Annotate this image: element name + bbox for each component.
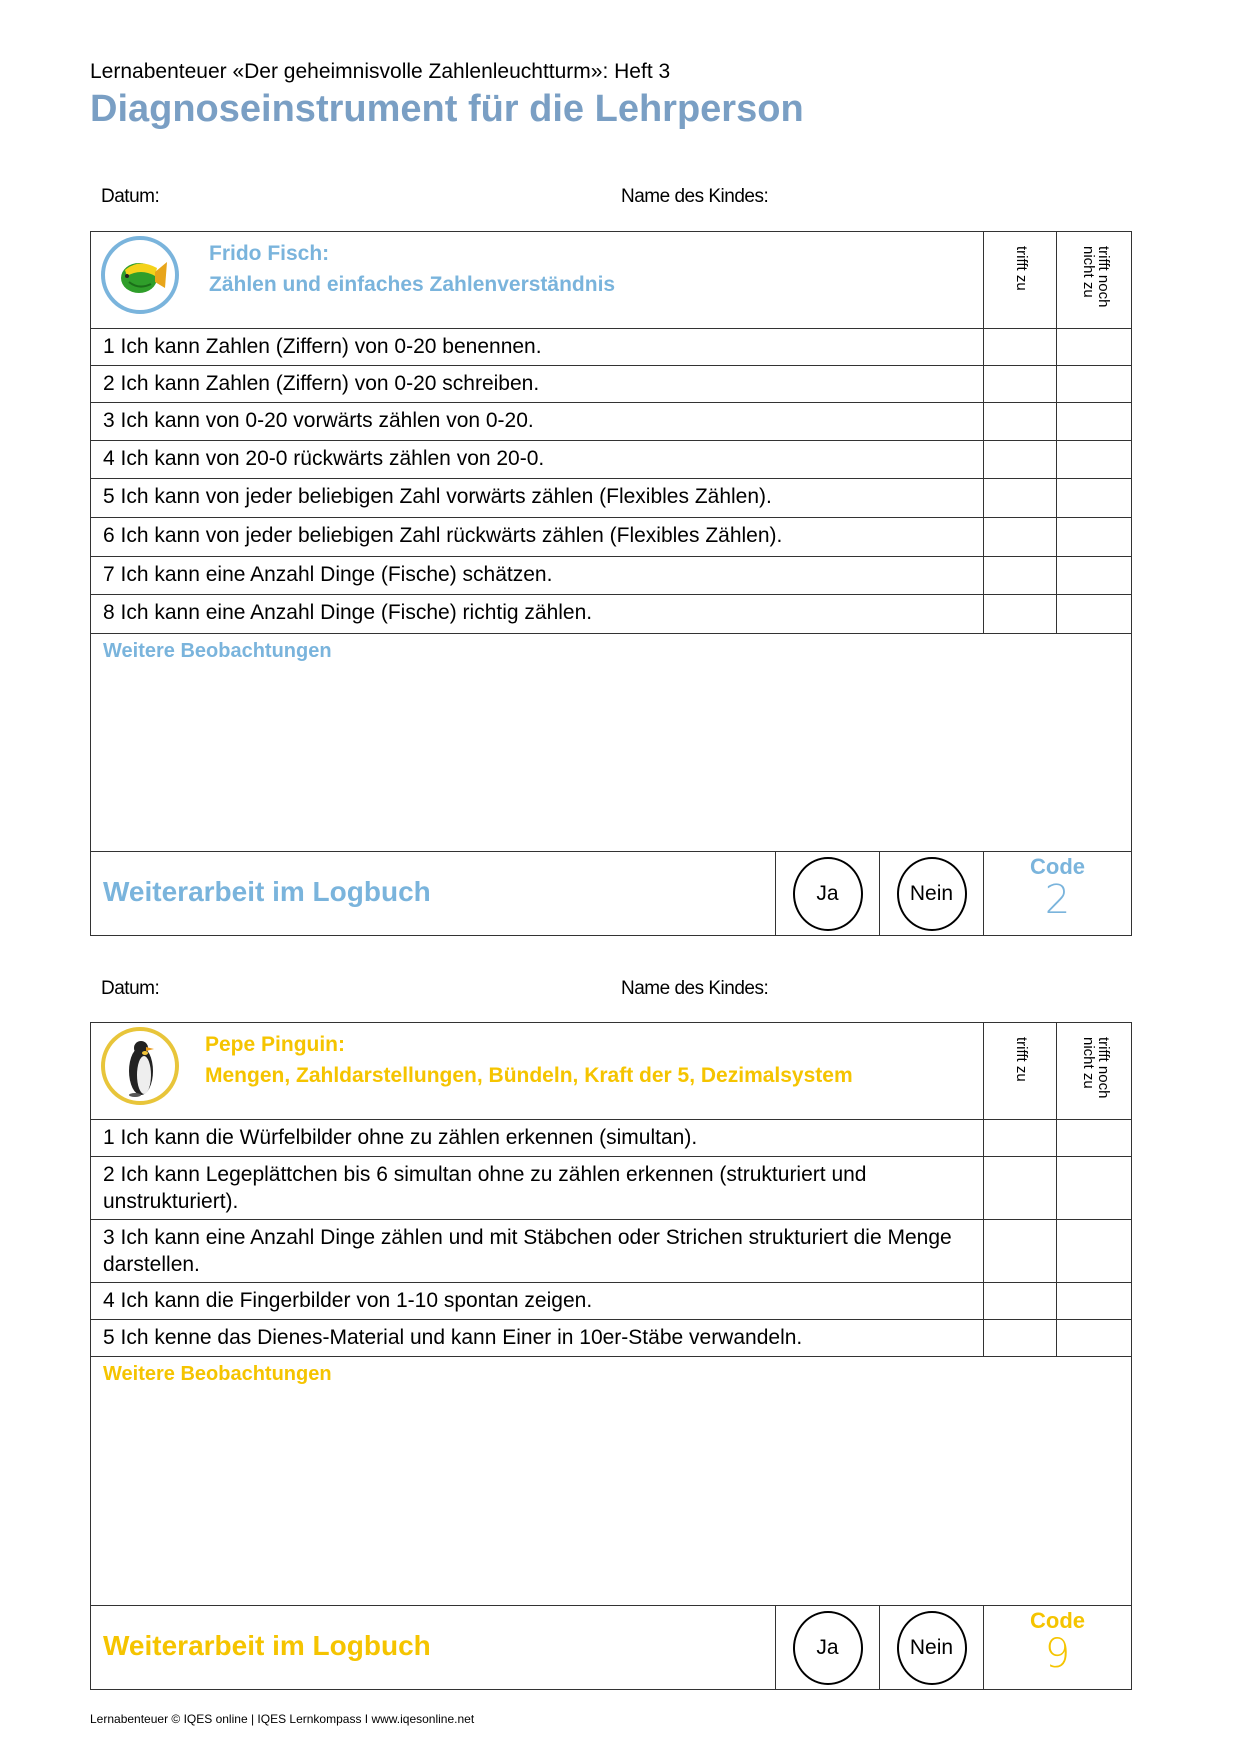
- column-label: trifft noch nicht zu: [1080, 1037, 1112, 1099]
- child-name-label: Name des Kindes:: [621, 186, 769, 207]
- not-yet-cell[interactable]: [1056, 329, 1131, 365]
- yes-option: [775, 1606, 879, 1689]
- not-yet-cell[interactable]: [1056, 479, 1131, 517]
- not-yet-cell[interactable]: [1056, 595, 1131, 633]
- table-row: 7 Ich kann eine Anzahl Dinge (Fische) schätzen.: [91, 557, 1131, 595]
- column-header-applies: [983, 232, 1057, 328]
- observations-label: Weitere Beobachtungen: [103, 1363, 332, 1385]
- character-name: Pepe Pinguin:: [205, 1033, 346, 1056]
- code-box: [983, 1606, 1131, 1689]
- penguin-icon: [101, 1027, 179, 1105]
- code-value: 2: [1044, 877, 1071, 923]
- logbook-label: Weiterarbeit im Logbuch: [103, 1630, 431, 1661]
- table-row: 1 Ich kann Zahlen (Ziffern) von 0-20 benennen.: [91, 329, 1131, 366]
- no-option: [879, 1606, 983, 1689]
- topic-title: Zählen und einfaches Zahlenverständnis: [209, 273, 616, 296]
- code-label: Code: [1030, 1608, 1085, 1633]
- not-yet-cell[interactable]: [1056, 1120, 1131, 1156]
- yes-option: [775, 852, 879, 935]
- not-yet-cell[interactable]: [1056, 1220, 1131, 1282]
- diagnosis-table-penguin: [90, 1022, 1132, 1690]
- not-yet-cell[interactable]: [1056, 518, 1131, 556]
- observations-field[interactable]: [91, 634, 1131, 852]
- table-row: 4 Ich kann die Fingerbilder von 1-10 spontan zeigen.: [91, 1283, 1131, 1320]
- character-name: Frido Fisch:: [209, 242, 330, 265]
- not-yet-cell[interactable]: [1056, 403, 1131, 440]
- table-row: 2 Ich kann Legeplättchen bis 6 simultan ohne zu zählen erkennen (strukturiert und unstrukturiert).: [91, 1157, 1131, 1220]
- not-yet-cell[interactable]: [1056, 366, 1131, 402]
- observations-field[interactable]: [91, 1357, 1131, 1606]
- applies-cell[interactable]: [983, 1320, 1056, 1356]
- page-footer: Lernabenteuer © IQES online | IQES Lernkompass I www.iqesonline.net: [90, 1712, 475, 1726]
- no-option: [879, 852, 983, 935]
- column-label: trifft zu: [1013, 1037, 1030, 1082]
- applies-cell[interactable]: [983, 1157, 1056, 1219]
- table-row: 3 Ich kann eine Anzahl Dinge zählen und mit Stäbchen oder Strichen strukturiert die Menge darstellen.: [91, 1220, 1131, 1283]
- applies-cell[interactable]: [983, 557, 1056, 594]
- applies-cell[interactable]: [983, 329, 1056, 365]
- table-row: 3 Ich kann von 0-20 vorwärts zählen von 0-20.: [91, 403, 1131, 441]
- child-name-label: Name des Kindes:: [621, 978, 769, 999]
- table-row: 1 Ich kann die Würfelbilder ohne zu zählen erkennen (simultan).: [91, 1120, 1131, 1157]
- column-header-not-yet: [1056, 232, 1132, 328]
- no-circle[interactable]: Nein: [897, 857, 967, 931]
- not-yet-cell[interactable]: [1056, 441, 1131, 478]
- column-label: trifft zu: [1013, 246, 1030, 291]
- applies-cell[interactable]: [983, 518, 1056, 556]
- table-header: [91, 232, 1131, 329]
- code-value: 9: [1044, 1631, 1071, 1677]
- page-title: Diagnoseinstrument für die Lehrperson: [90, 88, 804, 130]
- applies-cell[interactable]: [983, 479, 1056, 517]
- code-label: Code: [1030, 854, 1085, 879]
- logbook-row: [91, 852, 1131, 935]
- not-yet-cell[interactable]: [1056, 557, 1131, 594]
- code-box: [983, 852, 1131, 935]
- column-label: trifft noch nicht zu: [1080, 246, 1112, 308]
- applies-cell[interactable]: [983, 441, 1056, 478]
- diagnosis-table-fish: [90, 231, 1132, 936]
- applies-cell[interactable]: [983, 1120, 1056, 1156]
- observations-label: Weitere Beobachtungen: [103, 640, 332, 662]
- table-row: 6 Ich kann von jeder beliebigen Zahl rückwärts zählen (Flexibles Zählen).: [91, 518, 1131, 557]
- fish-icon: [101, 236, 179, 314]
- applies-cell[interactable]: [983, 1220, 1056, 1282]
- topic-title: Mengen, Zahldarstellungen, Bündeln, Kraft der 5, Dezimalsystem: [205, 1064, 853, 1087]
- not-yet-cell[interactable]: [1056, 1283, 1131, 1319]
- table-row: 5 Ich kann von jeder beliebigen Zahl vorwärts zählen (Flexibles Zählen).: [91, 479, 1131, 518]
- applies-cell[interactable]: [983, 366, 1056, 402]
- column-header-applies: [983, 1023, 1057, 1119]
- table-header: [91, 1023, 1131, 1120]
- no-circle[interactable]: Nein: [897, 1611, 967, 1685]
- logbook-row: [91, 1606, 1131, 1689]
- logbook-label: Weiterarbeit im Logbuch: [103, 876, 431, 907]
- table-row: 5 Ich kenne das Dienes-Material und kann Einer in 10er-Stäbe verwandeln.: [91, 1320, 1131, 1357]
- document-subtitle: Lernabenteuer «Der geheimnisvolle Zahlenleuchtturm»: Heft 3: [90, 60, 671, 83]
- applies-cell[interactable]: [983, 403, 1056, 440]
- applies-cell[interactable]: [983, 1283, 1056, 1319]
- not-yet-cell[interactable]: [1056, 1157, 1131, 1219]
- applies-cell[interactable]: [983, 595, 1056, 633]
- date-label: Datum:: [101, 186, 160, 207]
- table-row: 4 Ich kann von 20-0 rückwärts zählen von 20-0.: [91, 441, 1131, 479]
- not-yet-cell[interactable]: [1056, 1320, 1131, 1356]
- table-row: 8 Ich kann eine Anzahl Dinge (Fische) richtig zählen.: [91, 595, 1131, 634]
- yes-circle[interactable]: Ja: [793, 857, 863, 931]
- yes-circle[interactable]: Ja: [793, 1611, 863, 1685]
- date-label: Datum:: [101, 978, 160, 999]
- column-header-not-yet: [1056, 1023, 1132, 1119]
- table-row: 2 Ich kann Zahlen (Ziffern) von 0-20 schreiben.: [91, 366, 1131, 403]
